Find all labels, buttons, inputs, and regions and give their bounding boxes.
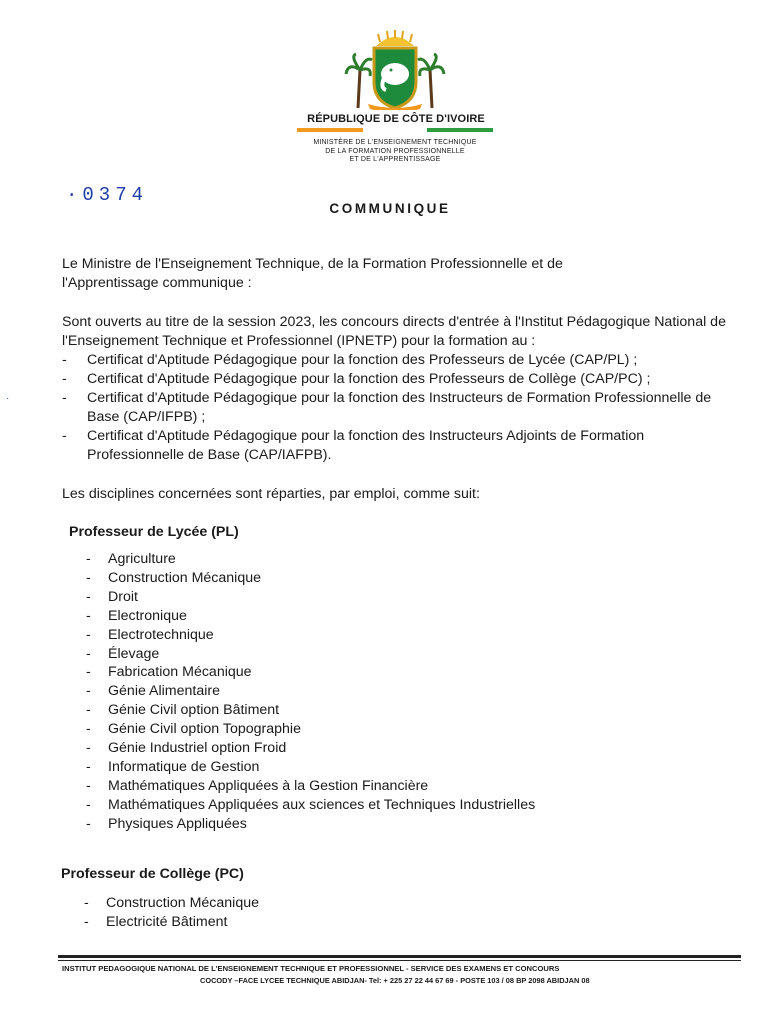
certificate-list (62, 351, 742, 465)
ministry-line: MINISTÈRE DE L'ENSEIGNEMENT TECHNIQUE (313, 139, 477, 146)
list-item: - Agriculture (86, 550, 535, 569)
country-name: RÉPUBLIQUE DE CÔTE D'IVOIRE (307, 113, 485, 125)
list-item: - Construction Mécanique (86, 569, 535, 588)
footer-institution: INSTITUT PEDAGOGIQUE NATIONAL DE L'ENSEIGNEMENT TECHNIQUE ET PROFESSIONNEL - SERVICE DES EXAMENS ET CONCOURS (62, 964, 560, 973)
list-item: - Génie Civil option Bâtiment (86, 701, 535, 720)
margin-mark: · (6, 393, 10, 404)
ministry-name (290, 139, 500, 165)
footer-address: COCODY –FACE LYCEE TECHNIQUE ABIDJAN- Tel: + 225 27 22 44 67 69 - POSTE 103 / 08 BP 2098 ABIDJAN 08 (200, 976, 590, 985)
announcement-paragraph: Sont ouverts au titre de la session 2023, les concours directs d'entrée à l'Institut Pédagogique National de l'Enseignement Technique et Professionnel (IPNETP) pour la formation au : (62, 314, 726, 349)
list-item: - Electricité Bâtiment (84, 913, 259, 932)
list-item: - Mathématiques Appliquées à la Gestion Financière (86, 777, 535, 796)
discipline-list-pl (86, 550, 535, 834)
list-item: - Certificat d'Aptitude Pédagogique pour la fonction des Professeurs de Collège (CAP/PC) ; (62, 370, 742, 389)
section-heading-pc: Professeur de Collège (PC) (61, 866, 244, 882)
list-item: - Génie Alimentaire (86, 682, 535, 701)
list-item: - Mathématiques Appliquées aux sciences et Techniques Industrielles (86, 796, 535, 815)
coat-of-arms-emblem (344, 30, 446, 110)
list-item: - Génie Industriel option Froid (86, 739, 535, 758)
flag-stripe-orange (297, 128, 363, 132)
disciplines-intro: Les disciplines concernées sont réparties, par emploi, comme suit: (62, 486, 480, 502)
footer-divider (58, 955, 741, 958)
list-item: - Certificat d'Aptitude Pédagogique pour la fonction des Instructeurs Adjoints de Formation Professionnelle de Base (CAP/IAFPB). (62, 427, 742, 465)
ministry-line: ET DE L'APPRENTISSAGE (349, 156, 441, 163)
list-item: - Certificat d'Aptitude Pédagogique pour la fonction des Professeurs de Lycée (CAP/PL) ; (62, 351, 742, 370)
list-item: - Génie Civil option Topographie (86, 720, 535, 739)
list-item: - Élevage (86, 645, 535, 664)
flag-stripe-green (427, 128, 493, 132)
list-item: - Construction Mécanique (84, 894, 259, 913)
list-item: - Certificat d'Aptitude Pédagogique pour la fonction des Instructeurs de Formation Professionnelle de Base (CAP/IFPB) ; (62, 389, 742, 427)
discipline-list-pc (84, 894, 259, 932)
footer-divider-thin (58, 960, 741, 961)
list-item: - Electronique (86, 607, 535, 626)
list-item: - Physiques Appliquées (86, 815, 535, 834)
list-item: - Fabrication Mécanique (86, 663, 535, 682)
list-item: - Informatique de Gestion (86, 758, 535, 777)
ministry-line: DE LA FORMATION PROFESSIONNELLE (325, 147, 465, 155)
reference-number-stamp: ·0374 (66, 184, 149, 206)
page-title: COMMUNIQUE (329, 201, 451, 216)
section-heading-pl: Professeur de Lycée (PL) (69, 524, 239, 540)
flag-stripe-white (363, 128, 429, 132)
list-item: - Droit (86, 588, 535, 607)
list-item: - Electrotechnique (86, 626, 535, 645)
intro-paragraph: Le Ministre de l'Enseignement Technique, de la Formation Professionnelle et de l'Apprentissage communique : (62, 256, 563, 291)
